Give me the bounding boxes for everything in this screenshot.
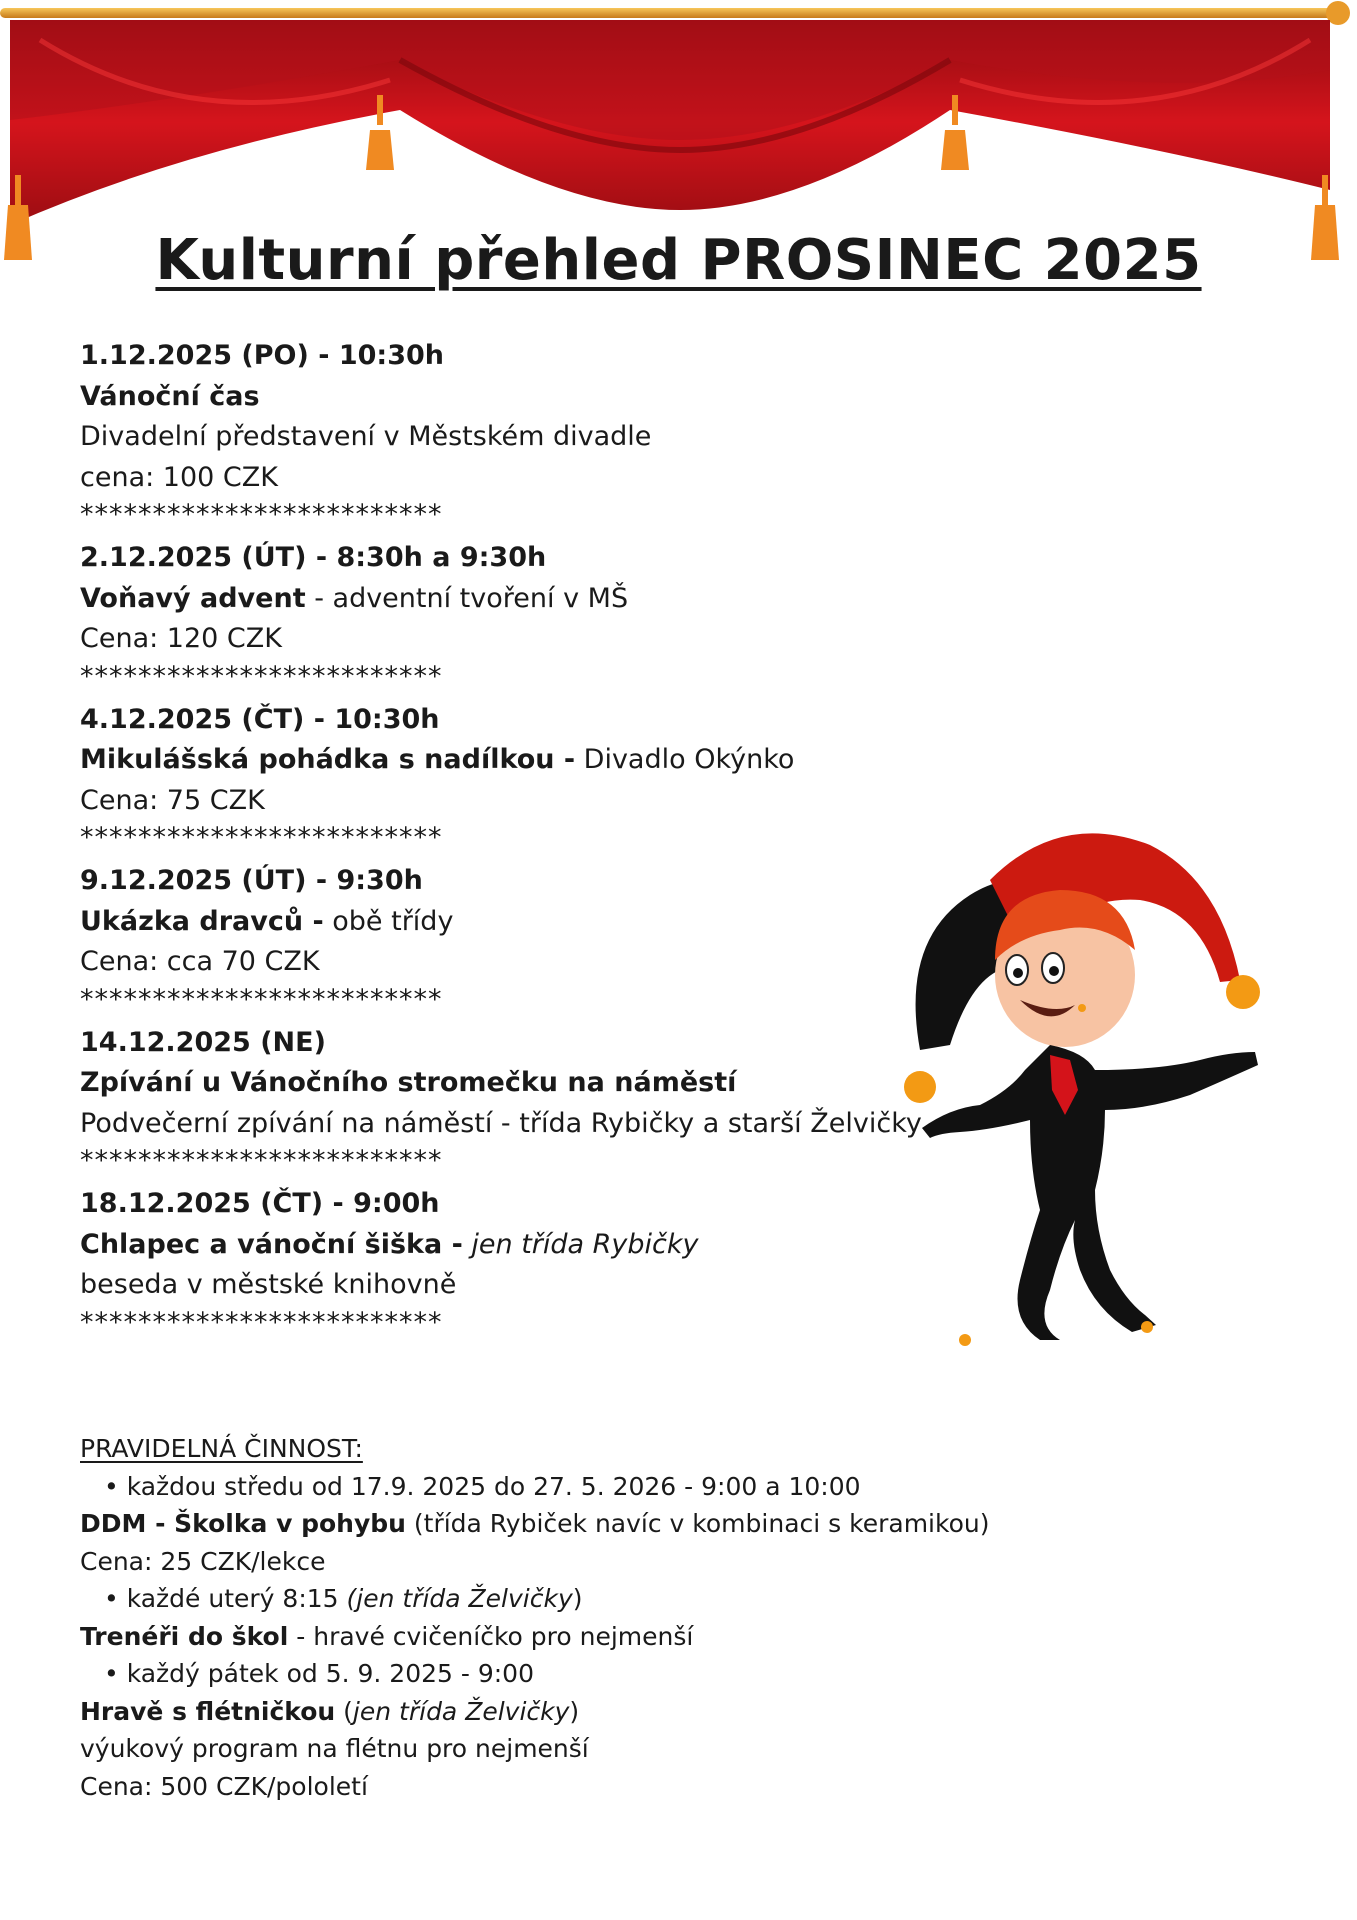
event-item: [80, 861, 960, 1023]
activity-name: Hravě s flétničkou: [80, 1696, 336, 1726]
jester-illustration: [860, 820, 1300, 1380]
list-item: [80, 1468, 1230, 1506]
event-date: 14.12.2025 (NE): [80, 1026, 326, 1058]
activity-price: Cena: 500 CZK/pololetí: [80, 1771, 368, 1801]
bullet-text: každou středu od 17.9. 2025 do 27. 5. 2026 - 9:00 a 10:00: [126, 1471, 861, 1501]
event-price: Cena: 120 CZK: [80, 623, 282, 654]
activity-price: Cena: 25 CZK/lekce: [80, 1546, 326, 1576]
bullet-end: ): [572, 1584, 583, 1613]
event-list: [80, 336, 960, 1346]
event-date: 18.12.2025 (ČT) - 9:00h: [80, 1188, 440, 1219]
event-name: Mikulášská pohádka s nadílkou -: [80, 744, 576, 775]
event-name: Zpívání u Vánočního stromečku na náměstí: [80, 1067, 737, 1098]
event-name: Vánoční čas: [80, 380, 260, 412]
bullet-icon: •: [104, 1584, 127, 1613]
activity-open: (: [335, 1696, 353, 1726]
event-price: Cena: cca 70 CZK: [80, 946, 320, 977]
event-item: [80, 1184, 960, 1346]
event-price: cena: 100 CZK: [80, 461, 278, 493]
page-title: Kulturní přehled PROSINEC 2025: [155, 228, 1202, 293]
event-item: [80, 1023, 960, 1185]
list-item: [80, 1580, 1230, 1618]
event-name-suffix: Divadlo Okýnko: [575, 744, 795, 775]
event-price: Cena: 75 CZK: [80, 784, 265, 816]
separator: *************************: [80, 660, 443, 692]
list-item: [80, 1655, 1230, 1693]
event-detail: Divadelní představení v Městském divadle: [80, 421, 652, 452]
bullet-italic: (jen třída Želvičky: [346, 1584, 573, 1613]
regular-activities: [80, 1430, 1230, 1805]
regular-heading: PRAVIDELNÁ ČINNOST:: [80, 1434, 363, 1463]
separator: *************************: [80, 822, 443, 853]
separator: *************************: [80, 983, 443, 1015]
event-item: [80, 538, 960, 700]
bullet-text: každý pátek od 5. 9. 2025 - 9:00: [126, 1659, 534, 1688]
activity-close: ): [569, 1696, 580, 1726]
event-name: Ukázka dravců -: [80, 905, 324, 937]
event-date: 1.12.2025 (PO) - 10:30h: [80, 340, 445, 371]
event-date: 4.12.2025 (ČT) - 10:30h: [80, 703, 440, 735]
separator: *************************: [80, 1306, 443, 1338]
activity-desc: výukový program na flétnu pro nejmenší: [80, 1734, 589, 1763]
activity-desc: (třída Rybiček navíc v kombinaci s keramikou): [405, 1509, 990, 1538]
event-date: 2.12.2025 (ÚT) - 8:30h a 9:30h: [80, 542, 547, 573]
event-detail: beseda v městské knihovně: [80, 1269, 457, 1300]
event-item: [80, 336, 960, 538]
bullet-icon: •: [104, 1659, 127, 1688]
event-name: Voňavý advent: [80, 582, 306, 614]
activity-italic: jen třída Želvičky: [352, 1696, 570, 1726]
event-name-suffix: obě třídy: [323, 905, 454, 937]
event-date: 9.12.2025 (ÚT) - 9:30h: [80, 865, 423, 896]
event-name-suffix: - adventní tvoření v MŠ: [305, 582, 629, 614]
separator: *************************: [80, 1145, 443, 1176]
activity-name: DDM - Školka v pohybu: [80, 1509, 406, 1538]
activity-desc: - hravé cvičeníčko pro nejmenší: [288, 1621, 694, 1651]
separator: *************************: [80, 499, 443, 530]
event-name-suffix: jen třída Rybičky: [462, 1228, 699, 1260]
event-name: Chlapec a vánoční šiška -: [80, 1228, 463, 1260]
event-detail: Podvečerní zpívání na náměstí - třída Rybičky a starší Želvičky: [80, 1107, 922, 1139]
event-item: [80, 700, 960, 862]
bullet-icon: •: [104, 1471, 127, 1501]
activity-name: Trenéři do škol: [80, 1621, 289, 1651]
bullet-text: každé uterý 8:15: [126, 1584, 347, 1613]
